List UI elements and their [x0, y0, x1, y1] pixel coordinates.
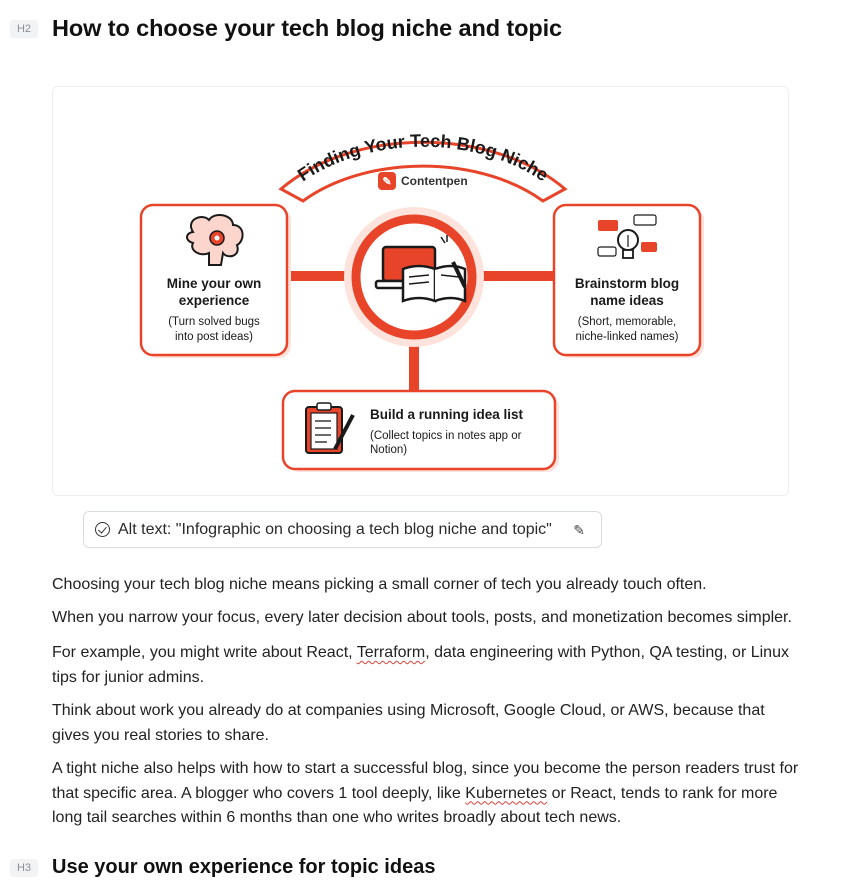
paragraph-3-text-a: For example, you might write about React,	[52, 644, 357, 661]
card-right-sub-line1: (Short, memorable,	[577, 316, 677, 328]
paragraph-5-text-a: A tight niche also helps with how to start a successful blog, since you become the person readers trust for that specific area. A blogger who covers 1 tool deeply, like	[52, 760, 799, 802]
brand-name: Contentpen	[401, 174, 468, 188]
spellcheck-word-terraform[interactable]: Terraform	[356, 644, 426, 661]
section-heading-h3	[10, 856, 435, 879]
card-bottom-sub-line1: (Collect topics in notes app or	[370, 430, 522, 442]
card-left-title-line1: Mine your own	[166, 276, 262, 291]
card-right-sub-line2: niche-linked names)	[575, 331, 679, 343]
paragraph-1[interactable]: Choosing your tech blog niche means picking a small corner of tech you already touch often.	[52, 576, 707, 593]
card-left-title-line2: experience	[178, 293, 250, 308]
check-circle-icon	[95, 522, 110, 537]
infographic-image[interactable]	[52, 86, 789, 496]
alt-text-box[interactable]	[83, 511, 602, 548]
svg-text:✎: ✎	[382, 176, 392, 188]
card-bottom-sub-line2: Notion)	[370, 444, 408, 456]
alt-text-label: Alt text: "Infographic on choosing a tech blog niche and topic"	[118, 520, 552, 538]
arc-title: Finding Your Tech Blog Niche	[293, 130, 553, 186]
paragraph-5[interactable]	[52, 757, 812, 831]
brand-logo	[378, 172, 396, 190]
card-bottom-title: Build a running idea list	[370, 407, 524, 422]
spellcheck-word-kubernetes[interactable]: Kubernetes	[465, 784, 548, 802]
heading-level-tag[interactable]: H2	[10, 20, 38, 38]
card-right-title-line2: name ideas	[590, 293, 664, 308]
paragraph-3-text-c: , data engineering with Python, QA testing, or Linux tips for junior admins.	[52, 644, 789, 686]
card-left-sub-line2: into post ideas)	[175, 331, 253, 343]
card-left-sub-line1: (Turn solved bugs	[168, 316, 260, 328]
paragraph-5-text-c: or React, tends to rank for more long tail searches within 6 months than one who writes broadly about tech news.	[52, 784, 778, 826]
paragraph-2[interactable]: When you narrow your focus, every later decision about tools, posts, and monetization becomes simpler.	[52, 609, 792, 626]
heading-level-tag[interactable]: H3	[10, 859, 38, 877]
paragraph-4[interactable]: Think about work you already do at companies using Microsoft, Google Cloud, or AWS, because that gives you real stories to share.	[52, 702, 765, 744]
paragraph-3[interactable]	[52, 641, 797, 690]
card-right-title-line1: Brainstorm blog	[574, 276, 680, 291]
pencil-icon[interactable]: ✎	[573, 522, 585, 538]
section-heading-h2	[10, 15, 562, 42]
page-title[interactable]: How to choose your tech blog niche and topic	[52, 15, 563, 41]
subsection-title[interactable]: Use your own experience for topic ideas	[52, 856, 436, 878]
